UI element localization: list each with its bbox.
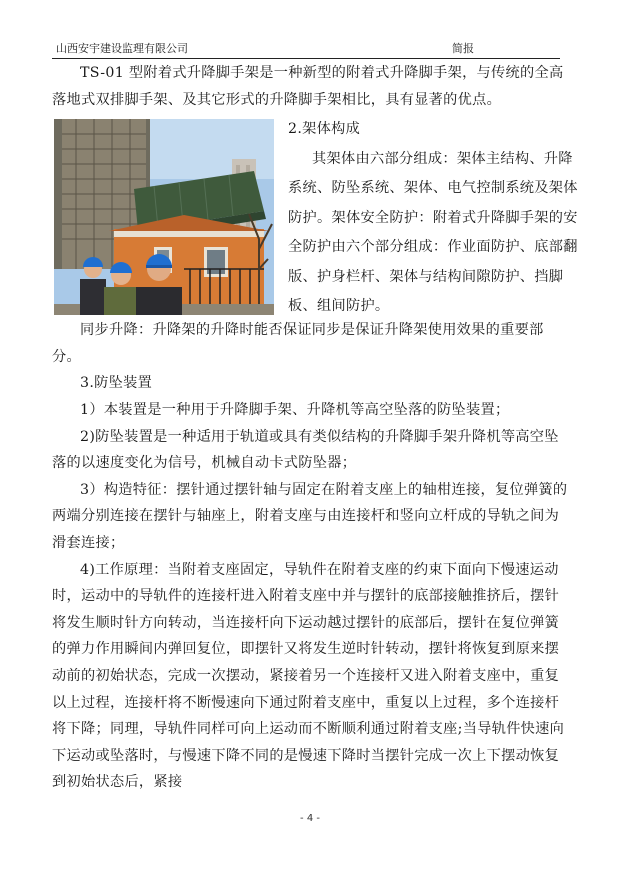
construction-site-photo	[54, 119, 274, 315]
section2-title: 2.架体构成	[288, 121, 361, 138]
item-2: 2)防坠装置是一种适用于轨道或具有类似结构的升降脚手架升降机等高空坠落的以速度变化为信号，机械自动卡式防坠器；	[52, 428, 559, 472]
photo-section	[52, 115, 578, 315]
section3-title: 3.防坠装置	[80, 375, 153, 392]
page-number: - 4 -	[300, 813, 320, 824]
item-4: 4)工作原理：当附着支座固定，导轨件在附着支座的约束下面向下慢速运动时，运动中的导轨件的连接杆进入附着支座中并与摆针的底部接触推挤后，摆针将发生顺时针方向转动，当连接杆向下运动越过摆针的底部后，摆针在复位弹簧的弹力作用瞬间内弹回复位，即摆针又将发生逆时针转动，摆针将恢复到原来摆动前的初始状态，完成一次摆动，紧接着另一个连接杆又进入附着支座中，重复以上过程，连接杆将不断慢速向下通过附着支座中，重复以上过程，多个连接杆将下降；同理，导轨件同样可向上运动而不断顺利通过附着支座;当导轨件快速向下运动或坠落时，与慢速下降不同的是慢速下降时当摆针完成一次上下摆动恢复到初始状态后，紧接	[52, 561, 565, 791]
frame-structure-section	[288, 115, 578, 322]
sync-paragraph: 同步升降：升降架的升降时能否保证同步是保证升降架使用效果的重要部分。	[52, 322, 544, 365]
section2-paragraph: 其架体由六部分组成：架体主结构、升降系统、防坠系统、架体、电气控制系统及架体防护。架体安全防护：附着式升降脚手架的安全防护由六个部分组成：作业面防护、底部翻版、护身栏杆、架体与结构间隙防护、挡脚板、组间防护。	[288, 150, 578, 315]
item-1: 1）本装置是一种用于升降脚手架、升降机等高空坠落的防坠装置；	[80, 401, 510, 418]
document-type: 简报	[452, 42, 474, 55]
intro-paragraph: TS-01 型附着式升降脚手架是一种新型的附着式升降脚手架，与传统的全高落地式双排脚手架、及其它形式的升降脚手架相比，具有显著的优点。	[52, 65, 564, 108]
document-body	[52, 60, 578, 796]
company-name: 山西安宇建设监理有限公司	[56, 42, 188, 55]
item-3: 3）构造特征：摆针通过摆针轴与固定在附着支座上的轴柑连接，复位弹簧的两端分别连接在摆针与轴座上，附着支座与由连接杆和竖向立杆成的导轨之间为滑套连接；	[52, 481, 568, 551]
page-header	[52, 40, 560, 59]
